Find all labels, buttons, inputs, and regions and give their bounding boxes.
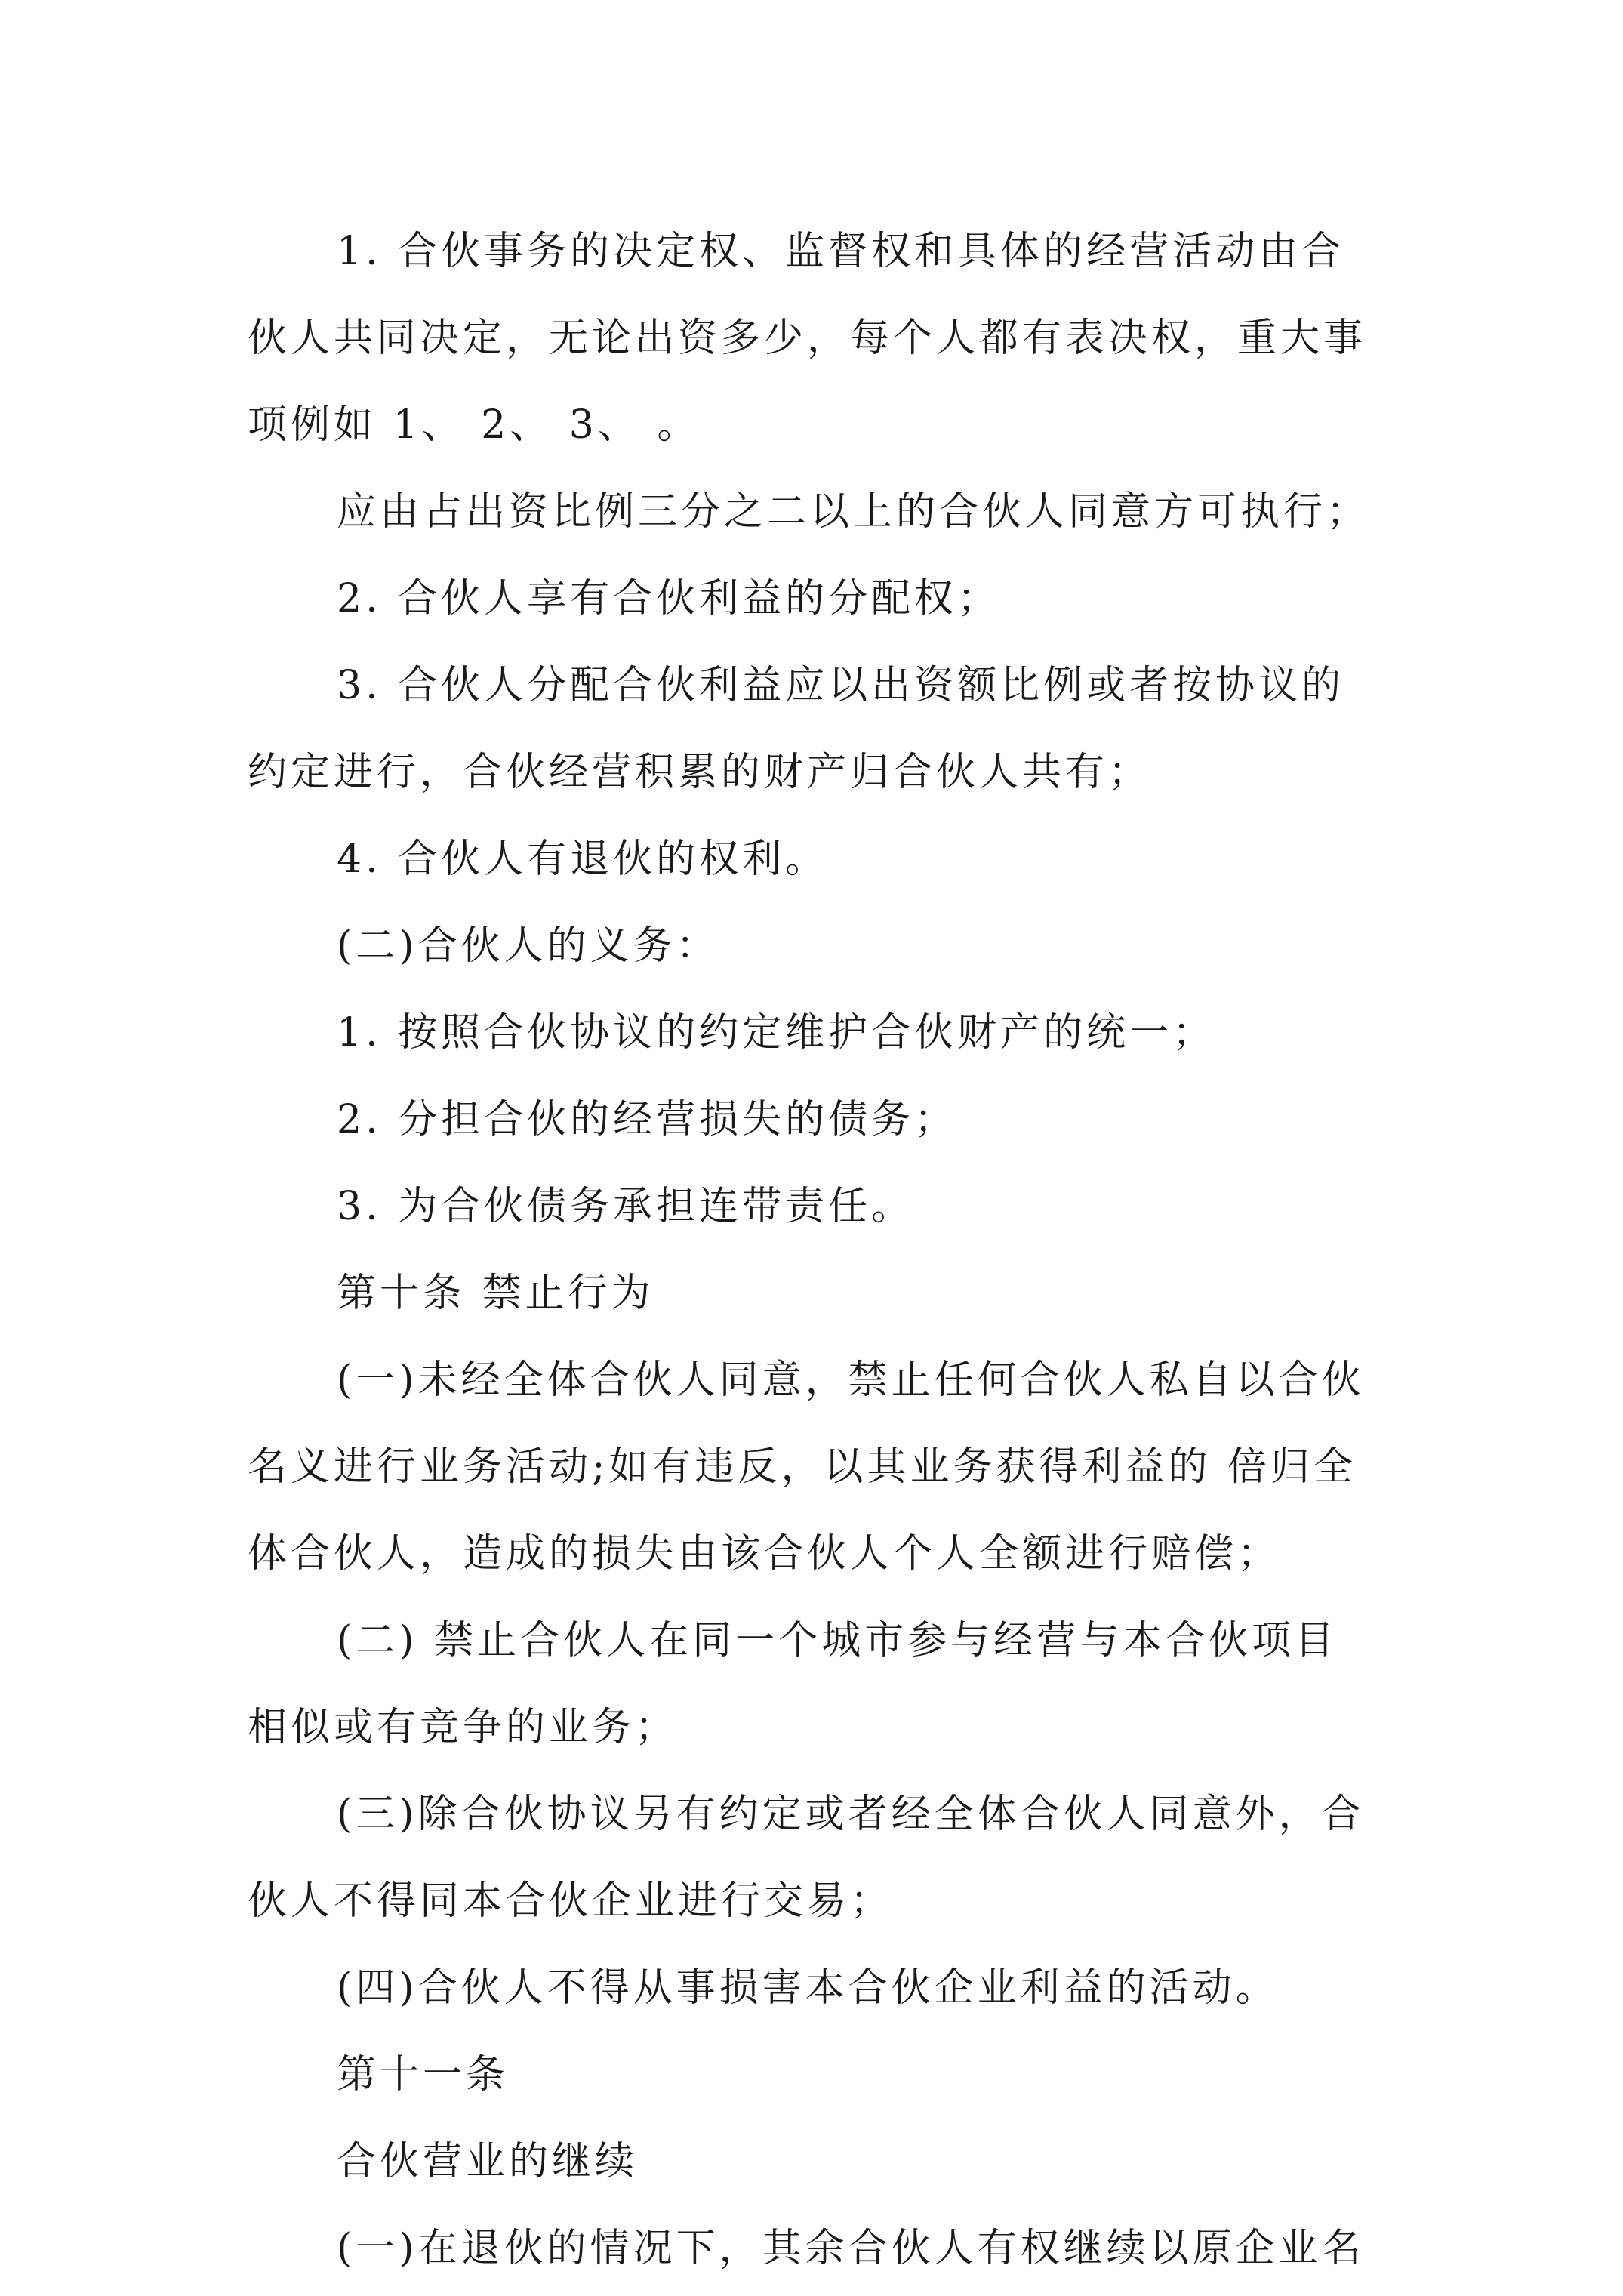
paragraph-joint-liability: 3. 为合伙债务承担连带责任。 bbox=[337, 1184, 915, 1229]
paragraph-decision-rights: 1. 合伙事务的决定权、监督权和具体的经营活动由合伙人共同决定，无论出资多少，每个人都有表决权，重大事项例如 1、 2、 3、 。 bbox=[248, 229, 1367, 448]
paragraph-harmful-activity: (四)合伙人不得从事损害本合伙企业利益的活动。 bbox=[337, 1965, 1279, 2011]
document-body bbox=[248, 208, 1380, 2292]
paragraph-withdrawal-right: 4. 合伙人有退伙的权利。 bbox=[337, 837, 829, 882]
paragraph-self-dealing: (三)除合伙协议另有约定或者经全体合伙人同意外，合伙人不得同本合伙企业进行交易； bbox=[248, 1792, 1365, 1924]
article-title-continuation: 合伙营业的继续 bbox=[337, 2139, 639, 2184]
paragraph-profit-sharing: 3. 合伙人分配合伙利益应以出资额比例或者按协议的约定进行，合伙经营积累的财产归合伙人共有； bbox=[248, 663, 1345, 795]
section-heading-obligations: (二)合伙人的义务： bbox=[337, 923, 719, 969]
paragraph-loss-sharing: 2. 分担合伙的经营损失的债务； bbox=[337, 1097, 958, 1142]
paragraph-non-compete: (二) 禁止合伙人在同一个城市参与经营与本合伙项目相似或有竞争的业务； bbox=[248, 1618, 1338, 1750]
paragraph-unauthorized-business: (一)未经全体合伙人同意，禁止任何合伙人私自以合伙名义进行业务活动;如有违反，以其业务获得利益的 倍归全体合伙人，造成的损失由该合伙人个人全额进行赔偿； bbox=[248, 1358, 1365, 1576]
article-heading-10: 第十条 禁止行为 bbox=[337, 1271, 654, 1316]
paragraph-property-unity: 1. 按照合伙协议的约定维护合伙财产的统一； bbox=[337, 1010, 1216, 1056]
paragraph-continue-business: (一)在退伙的情况下，其余合伙人有权继续以原企业名 bbox=[337, 2226, 1365, 2271]
article-heading-11: 第十一条 bbox=[337, 2052, 510, 2097]
paragraph-approval-threshold: 应由占出资比例三分之二以上的合伙人同意方可执行； bbox=[337, 489, 1370, 535]
paragraph-distribution-right: 2. 合伙人享有合伙利益的分配权； bbox=[337, 576, 1001, 621]
